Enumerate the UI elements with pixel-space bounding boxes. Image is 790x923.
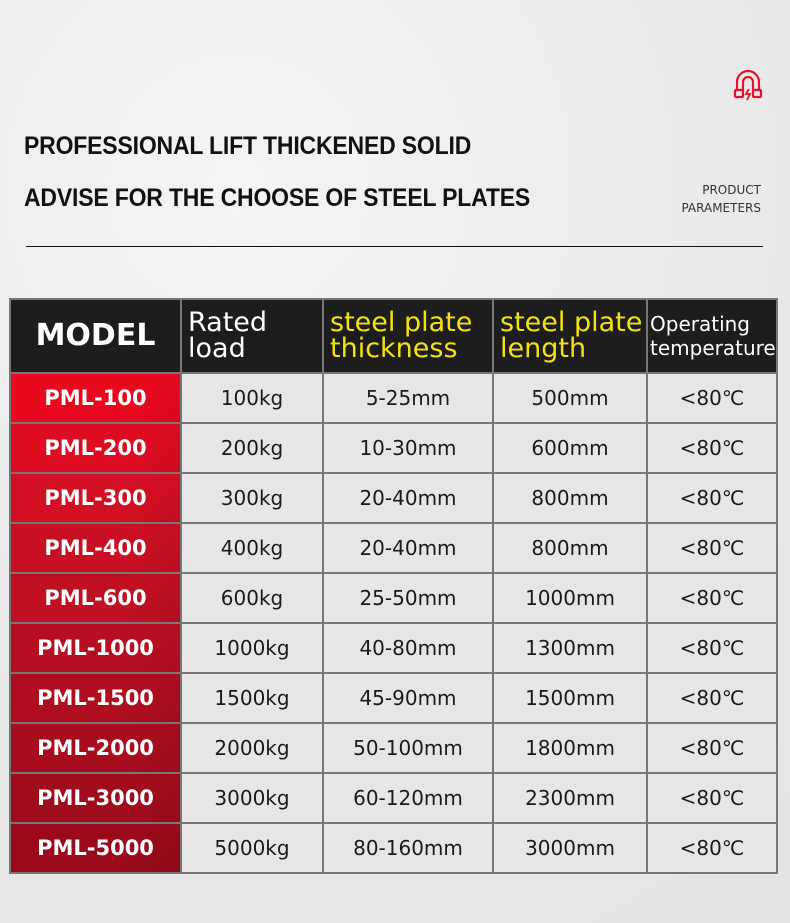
header-label-line-2: load <box>188 333 246 364</box>
table-row <box>10 773 777 823</box>
plate-thickness-cell: 45-90mm <box>323 673 493 723</box>
header-plate-length <box>493 299 647 373</box>
plate-thickness-cell: 20-40mm <box>323 523 493 573</box>
header-label-line-1: Operating <box>650 312 750 336</box>
model-cell: PML-600 <box>10 573 181 623</box>
plate-thickness-cell: 50-100mm <box>323 723 493 773</box>
temperature-cell: <80℃ <box>647 823 777 873</box>
model-cell: PML-1500 <box>10 673 181 723</box>
table-row <box>10 523 777 573</box>
plate-length-cell: 3000mm <box>493 823 647 873</box>
plate-length-cell: 1000mm <box>493 573 647 623</box>
plate-length-cell: 500mm <box>493 373 647 423</box>
model-cell: PML-200 <box>10 423 181 473</box>
table-row <box>10 623 777 673</box>
table-row <box>10 473 777 523</box>
rated-load-cell: 600kg <box>181 573 323 623</box>
temperature-cell: <80℃ <box>647 423 777 473</box>
table-row <box>10 373 777 423</box>
section-label-line-1: PRODUCT <box>702 183 761 197</box>
divider <box>26 246 763 247</box>
section-label <box>681 181 761 217</box>
temperature-cell: <80℃ <box>647 673 777 723</box>
temperature-cell: <80℃ <box>647 723 777 773</box>
plate-length-cell: 2300mm <box>493 773 647 823</box>
plate-thickness-cell: 10-30mm <box>323 423 493 473</box>
plate-thickness-cell: 20-40mm <box>323 473 493 523</box>
plate-length-cell: 1300mm <box>493 623 647 673</box>
table-header-row <box>10 299 777 373</box>
header-plate-thickness <box>323 299 493 373</box>
section-label-line-2: PARAMETERS <box>681 201 761 215</box>
title-line-2: ADVISE FOR THE CHOOSE OF STEEL PLATES <box>24 184 531 212</box>
header-label-line-2: temperature <box>650 336 776 360</box>
rated-load-cell: 300kg <box>181 473 323 523</box>
model-cell: PML-300 <box>10 473 181 523</box>
rated-load-cell: 100kg <box>181 373 323 423</box>
header-label-line-2: length <box>500 333 587 364</box>
plate-length-cell: 800mm <box>493 523 647 573</box>
rated-load-cell: 200kg <box>181 423 323 473</box>
header-model <box>10 299 181 373</box>
rated-load-cell: 400kg <box>181 523 323 573</box>
temperature-cell: <80℃ <box>647 473 777 523</box>
rated-load-cell: 5000kg <box>181 823 323 873</box>
model-cell: PML-1000 <box>10 623 181 673</box>
plate-thickness-cell: 25-50mm <box>323 573 493 623</box>
header-label-line-2: thickness <box>330 333 458 364</box>
header-rated-load <box>181 299 323 373</box>
temperature-cell: <80℃ <box>647 573 777 623</box>
header-label-line-1: steel plate <box>330 307 473 338</box>
table-row <box>10 423 777 473</box>
temperature-cell: <80℃ <box>647 773 777 823</box>
model-cell: PML-400 <box>10 523 181 573</box>
spec-table <box>9 298 778 874</box>
plate-thickness-cell: 40-80mm <box>323 623 493 673</box>
table-row <box>10 723 777 773</box>
plate-length-cell: 800mm <box>493 473 647 523</box>
model-cell: PML-3000 <box>10 773 181 823</box>
header-model-label: MODEL <box>35 318 156 353</box>
rated-load-cell: 1500kg <box>181 673 323 723</box>
table-row <box>10 823 777 873</box>
model-cell: PML-2000 <box>10 723 181 773</box>
table-row <box>10 573 777 623</box>
plate-length-cell: 1800mm <box>493 723 647 773</box>
magnet-icon <box>733 70 763 102</box>
temperature-cell: <80℃ <box>647 623 777 673</box>
temperature-cell: <80℃ <box>647 373 777 423</box>
header-operating-temperature <box>647 299 777 373</box>
model-cell: PML-100 <box>10 373 181 423</box>
model-cell: PML-5000 <box>10 823 181 873</box>
table-row <box>10 673 777 723</box>
plate-thickness-cell: 5-25mm <box>323 373 493 423</box>
table-body <box>10 373 777 873</box>
rated-load-cell: 2000kg <box>181 723 323 773</box>
title-line-1: PROFESSIONAL LIFT THICKENED SOLID <box>24 132 472 160</box>
header-label-line-1: steel plate <box>500 307 643 338</box>
rated-load-cell: 1000kg <box>181 623 323 673</box>
temperature-cell: <80℃ <box>647 523 777 573</box>
rated-load-cell: 3000kg <box>181 773 323 823</box>
plate-length-cell: 1500mm <box>493 673 647 723</box>
plate-length-cell: 600mm <box>493 423 647 473</box>
plate-thickness-cell: 60-120mm <box>323 773 493 823</box>
header-label-line-1: Rated <box>188 307 268 338</box>
plate-thickness-cell: 80-160mm <box>323 823 493 873</box>
